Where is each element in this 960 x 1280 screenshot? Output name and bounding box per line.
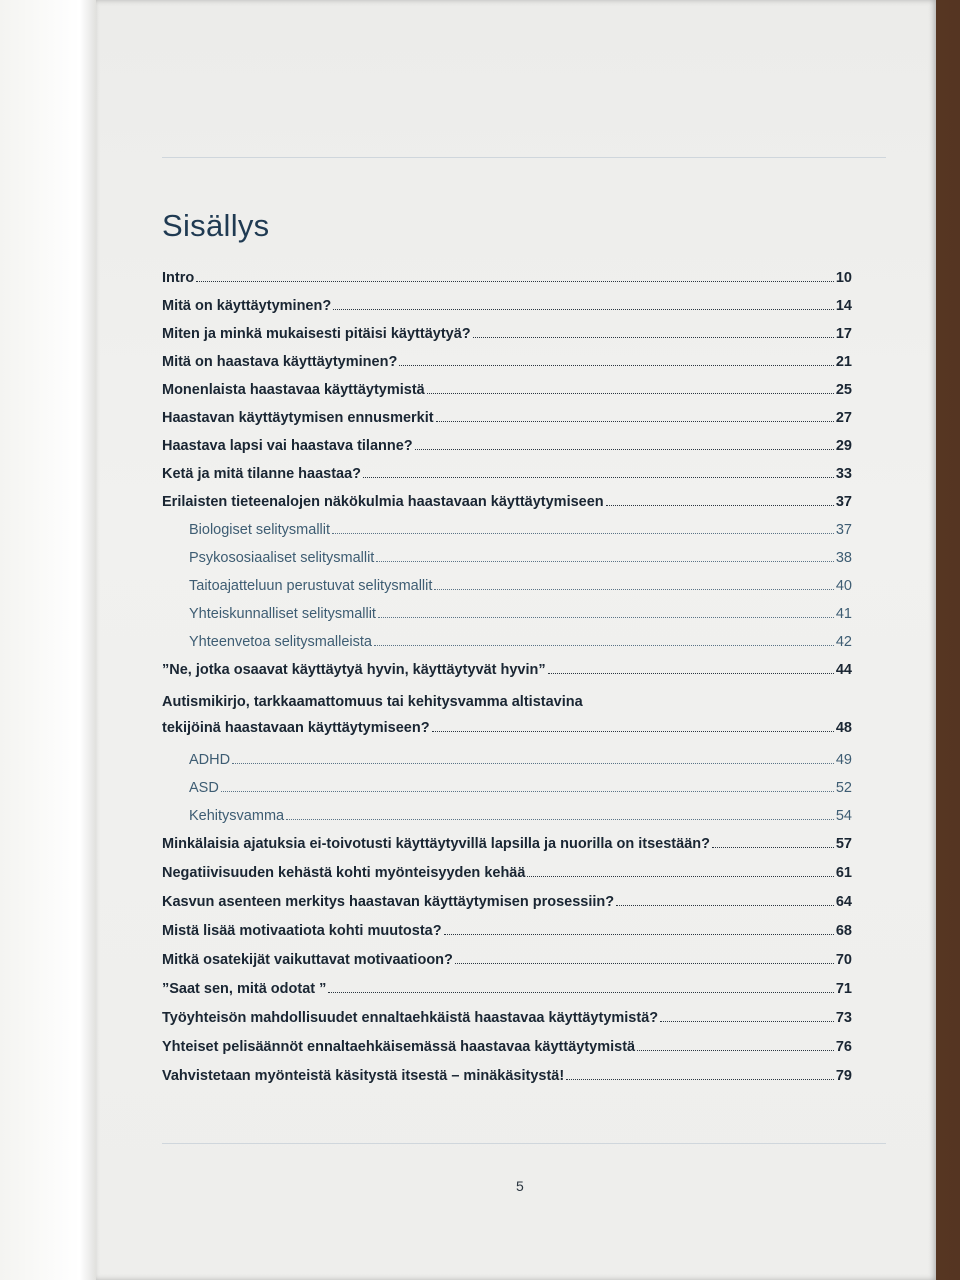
toc-entry-label: ”Saat sen, mitä odotat ” <box>162 981 327 997</box>
toc-entry-label: Erilaisten tieteenalojen näkökulmia haastavaan käyttäytymiseen <box>162 494 604 510</box>
toc-entry-label: Työyhteisön mahdollisuudet ennaltaehkäistä haastavaa käyttäytymistä? <box>162 1010 659 1026</box>
toc-entry-page: 33 <box>835 466 852 482</box>
toc-entry-page: 10 <box>835 270 852 286</box>
toc-entry-page: 37 <box>835 522 852 538</box>
page-title: Sisällys <box>162 208 270 243</box>
toc-entry-label: Miten ja minkä mukaisesti pitäisi käyttäytyä? <box>162 326 471 342</box>
toc-entry-label: ADHD <box>189 752 231 768</box>
toc-subentry[interactable] <box>189 550 852 566</box>
dot-leader <box>221 790 834 792</box>
toc-entry-label: Haastava lapsi vai haastava tilanne? <box>162 438 413 454</box>
toc-entry-page: 38 <box>835 550 852 566</box>
toc-entry-label: Yhteiskunnalliset selitysmallit <box>189 606 376 622</box>
toc-entry[interactable] <box>162 354 852 370</box>
toc-entry[interactable] <box>162 981 852 997</box>
toc-entry-label: Taitoajatteluun perustuvat selitysmallit <box>189 578 433 594</box>
toc-entry-page: 41 <box>835 606 852 622</box>
toc-entry[interactable] <box>162 720 852 736</box>
toc-entry[interactable] <box>162 865 852 881</box>
toc-entry-page: 27 <box>835 410 852 426</box>
toc-entry-page: 17 <box>835 326 852 342</box>
toc-entry[interactable] <box>162 438 852 454</box>
dot-leader <box>378 616 834 618</box>
toc-entry-page: 21 <box>835 354 852 370</box>
dot-leader <box>427 392 834 394</box>
toc-entry[interactable] <box>162 836 852 852</box>
toc-entry-page: 29 <box>835 438 852 454</box>
toc-entry-label: Ketä ja mitä tilanne haastaa? <box>162 466 362 482</box>
dot-leader <box>444 933 834 935</box>
footer-rule <box>162 1143 886 1144</box>
toc-entry-label: Mistä lisää motivaatiota kohti muutosta? <box>162 923 442 939</box>
dot-leader <box>616 904 834 906</box>
toc-entry[interactable] <box>162 1010 852 1026</box>
dot-leader <box>286 818 834 820</box>
toc-subentry[interactable] <box>189 780 852 796</box>
toc-entry[interactable] <box>162 923 852 939</box>
toc-subentry[interactable] <box>189 522 852 538</box>
toc-subentry[interactable] <box>189 752 852 768</box>
toc-entry-label: Mitkä osatekijät vaikuttavat motivaatioon? <box>162 952 453 968</box>
dot-leader <box>712 846 834 848</box>
toc-entry[interactable] <box>162 326 852 342</box>
toc-entry-page: 68 <box>835 923 852 939</box>
toc-entry-page: 71 <box>835 981 852 997</box>
page-number: 5 <box>516 1178 524 1194</box>
toc-subentry[interactable] <box>189 606 852 622</box>
header-rule <box>162 157 886 158</box>
dot-leader <box>434 588 833 590</box>
toc-entry-label: Intro <box>162 270 195 286</box>
toc-subentry[interactable] <box>189 578 852 594</box>
toc-subentry[interactable] <box>189 808 852 824</box>
left-page-edge <box>0 0 100 1280</box>
toc-entry-page: 73 <box>835 1010 852 1026</box>
toc-entry-page: 42 <box>835 634 852 650</box>
dot-leader <box>232 762 834 764</box>
dot-leader <box>332 532 834 534</box>
dot-leader <box>660 1020 834 1022</box>
toc-entry-page: 70 <box>835 952 852 968</box>
dot-leader <box>399 364 834 366</box>
toc-entry-label: Yhteenvetoa selitysmalleista <box>189 634 372 650</box>
toc-entry[interactable] <box>162 894 852 910</box>
toc-entry[interactable] <box>162 410 852 426</box>
toc-entry-page: 48 <box>835 720 852 736</box>
toc-entry-label: Mitä on haastava käyttäytyminen? <box>162 354 398 370</box>
toc-entry-label: Kehitysvamma <box>189 808 285 824</box>
dot-leader <box>473 336 834 338</box>
toc-entry-page: 37 <box>835 494 852 510</box>
toc-entry-page: 40 <box>835 578 852 594</box>
dot-leader <box>637 1049 834 1051</box>
toc-entry[interactable] <box>162 298 852 314</box>
dot-leader <box>333 308 834 310</box>
toc-entry[interactable] <box>162 466 852 482</box>
toc-entry-page: 57 <box>835 836 852 852</box>
toc-entry-page: 61 <box>835 865 852 881</box>
toc-entry-label: Minkälaisia ajatuksia ei-toivotusti käyttäytyvillä lapsilla ja nuorilla on itsestään? <box>162 836 710 852</box>
toc-entry-label: Mitä on käyttäytyminen? <box>162 298 332 314</box>
toc-entry[interactable] <box>162 270 852 286</box>
toc-entry-label: Vahvistetaan myönteistä käsitystä itsestä – minäkäsitystä! <box>162 1068 565 1084</box>
toc-entry-label: tekijöinä haastavaan käyttäytymiseen? <box>162 720 430 736</box>
toc-entry-page: 54 <box>835 808 852 824</box>
dot-leader <box>606 504 834 506</box>
dot-leader <box>376 560 834 562</box>
dot-leader <box>374 644 834 646</box>
toc-subentry[interactable] <box>189 634 852 650</box>
toc-entry-page: 64 <box>835 894 852 910</box>
toc-entry-page: 79 <box>835 1068 852 1084</box>
dot-leader <box>328 991 833 993</box>
toc-entry[interactable] <box>162 952 852 968</box>
toc-entry-page: 14 <box>835 298 852 314</box>
toc-entry-label: ASD <box>189 780 219 796</box>
toc-entry-page: 44 <box>835 662 852 678</box>
toc-entry-label: Biologiset selitysmallit <box>189 522 331 538</box>
toc-entry-page: 49 <box>835 752 852 768</box>
toc-entry[interactable] <box>162 1039 852 1055</box>
toc-entry-label: Monenlaista haastavaa käyttäytymistä <box>162 382 425 398</box>
toc-entry-page: 25 <box>835 382 852 398</box>
dot-leader <box>363 476 834 478</box>
toc-entry-label: Haastavan käyttäytymisen ennusmerkit <box>162 410 434 426</box>
toc-entry[interactable] <box>162 662 852 678</box>
toc-entry-label: Yhteiset pelisäännöt ennaltaehkäisemässä haastavaa käyttäytymistä <box>162 1039 636 1055</box>
toc-entry-label: ”Ne, jotka osaavat käyttäytyä hyvin, käyttäytyvät hyvin” <box>162 662 546 678</box>
dot-leader <box>455 962 834 964</box>
dot-leader <box>436 420 834 422</box>
toc-entry-page: 76 <box>835 1039 852 1055</box>
dot-leader <box>548 672 834 674</box>
dot-leader <box>432 730 834 732</box>
toc-entry[interactable] <box>162 382 852 398</box>
dot-leader <box>415 448 834 450</box>
toc-entry-page: 52 <box>835 780 852 796</box>
toc-entry-label: Kasvun asenteen merkitys haastavan käyttäytymisen prosessiin? <box>162 894 615 910</box>
toc-entry-label: Psykososiaaliset selitysmallit <box>189 550 375 566</box>
toc-entry-label: Negatiivisuuden kehästä kohti myönteisyyden kehää <box>162 865 526 881</box>
toc-entry[interactable] <box>162 1068 852 1084</box>
toc-entry[interactable] <box>162 494 852 510</box>
dot-leader <box>527 875 833 877</box>
toc-entry-label-line1[interactable]: Autismikirjo, tarkkaamattomuus tai kehitysvamma altistavina <box>162 694 583 710</box>
dot-leader <box>196 280 834 282</box>
dot-leader <box>566 1078 834 1080</box>
